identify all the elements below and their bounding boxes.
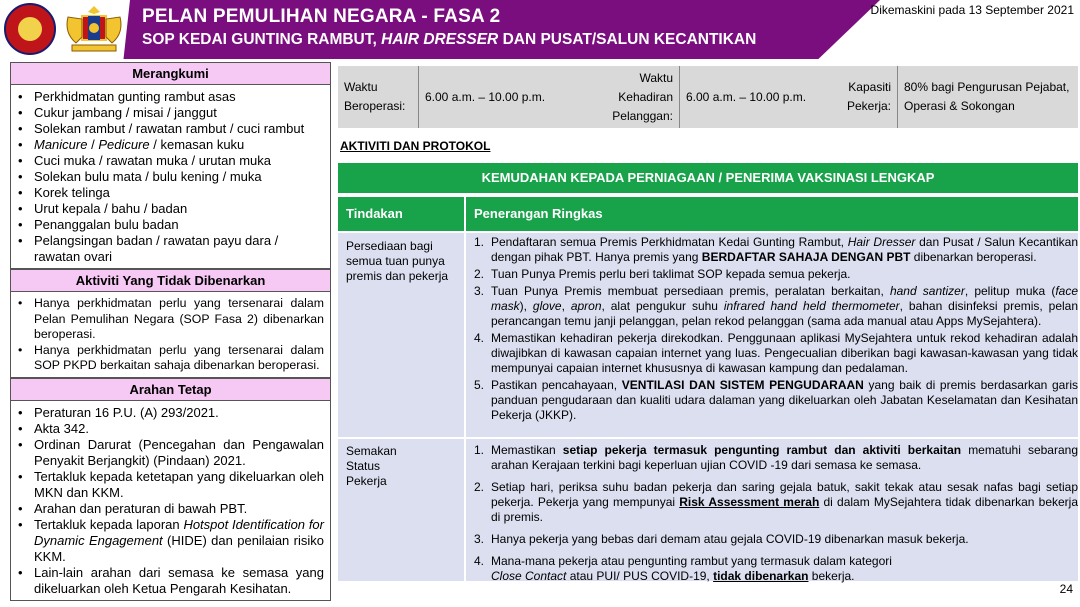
list-item: 3. Tuan Punya Premis membuat persediaan premis, peralatan berkaitan, hand santizer, pelitup muka (face mask), glove, apron, alat pengukur suhu infrared hand held thermometer, bahan disinfeksi premis, pelan perancangan temu janji pelanggan, pelan rekod pelanggan (sama ada manual atau Apps MySejahtera).: [474, 284, 1079, 328]
list-item: 2. Tuan Punya Premis perlu beri taklimat SOP kepada semua pekerja.: [474, 267, 851, 281]
list-item: 2. Setiap hari, periksa suhu badan pekerja dan saring gejala batuk, sakit tekak atau sesak nafas bagi setiap pekerja. Pekerja yang mempunyai Risk Assessment merah di dalam MySejahtera tidak dibenarkan bekerja di premis.: [474, 480, 1078, 524]
row1-label: Persediaan bagi semua tuan punya premis dan pekerja: [346, 239, 449, 283]
list-item: • Penanggalan bulu badan: [17, 217, 324, 233]
list-item: 5. Pastikan pencahayaan, VENTILASI DAN SISTEM PENGUDARAAN yang baik di premis berdasarkan garis panduan pengudaraan dan kualiti udara dalaman yang dikeluarkan oleh Jabatan Keselamatan dan Kesihatan Pekerja (JKKP).: [474, 378, 1078, 422]
page-title: PELAN PEMULIHAN NEGARA - FASA 2: [142, 6, 501, 27]
left-column: [10, 62, 331, 601]
list-item: 3. Hanya pekerja yang bebas dari demam atau gejala COVID-19 dibenarkan masuk bekerja.: [474, 532, 969, 546]
tindakan-header: Tindakan: [338, 197, 464, 231]
kapasiti-label: Kapasiti Pekerja:: [846, 80, 892, 113]
list-item: • Solekan rambut / rawatan rambut / cuci rambut: [17, 121, 324, 137]
list-item: 1. Memastikan setiap pekerja termasuk pengunting rambut dan aktiviti berkaitan mematuhi sebarang arahan Kerajaan terkini bagi keperluan ujian COVID -19 dari semasa ke semasa.: [474, 443, 1078, 472]
waktu-kehadiran-label: Waktu Kehadiran Pelanggan:: [612, 70, 673, 123]
list-item: • Urut kepala / bahu / badan: [17, 201, 324, 217]
arahan-tetap-header: Arahan Tetap: [10, 378, 331, 401]
list-item: • Hanya perkhidmatan perlu yang tersenarai dalam SOP PKPD berkaitan sahaja dibenarkan beroperasi.: [17, 343, 324, 374]
list-item: • Akta 342.: [17, 421, 324, 437]
aktiviti-title: AKTIVITI DAN PROTOKOL: [340, 139, 491, 153]
page-subtitle: SOP KEDAI GUNTING RAMBUT, HAIR DRESSER DAN PUSAT/SALUN KECANTIKAN: [142, 31, 757, 48]
operating-info-table: [338, 66, 1078, 128]
police-logo-icon: [4, 3, 56, 55]
tidak-dibenarkan-header: Aktiviti Yang Tidak Dibenarkan: [10, 269, 331, 292]
merangkumi-header: Merangkumi: [10, 62, 331, 85]
malaysia-coat-of-arms-icon: [62, 3, 126, 55]
tidak-dibenarkan-list: [10, 292, 331, 378]
list-item: 1. Pendaftaran semua Premis Perkhidmatan Kedai Gunting Rambut, Hair Dresser dan Pusat / Salun Kecantikan dengan pihak PBT. Hanya premis yang BERDAFTAR SAHAJA DENGAN PBT dibenarkan beroperasi.: [474, 235, 1079, 264]
list-item: • Arahan dan peraturan di bawah PBT.: [17, 501, 324, 517]
waktu-operasi-value: 6.00 a.m. – 10.00 p.m.: [418, 66, 601, 128]
row2-label: Semakan Status Pekerja: [346, 444, 397, 488]
list-item: • Tertakluk kepada laporan Hotspot Identification for Dynamic Engagement (HIDE) dan penilaian risiko KKM.: [17, 517, 324, 565]
list-item: 4. Memastikan kehadiran pekerja direkodkan. Penggunaan aplikasi MySejahtera untuk rekod kehadiran adalah diwajibkan di kawasan capaian internet yang luas. Pengecualian diberikan bagi kawasan-kawasan yang tidak mempunyai capaian internet khususnya di kawasan kampung dan pedalaman.: [474, 331, 1078, 375]
list-item: • Perkhidmatan gunting rambut asas: [17, 89, 324, 105]
waktu-operasi-label: Waktu Beroperasi:: [344, 80, 406, 113]
row1-label-cell: [338, 233, 464, 437]
list-item: • Cuci muka / rawatan muka / urutan muka: [17, 153, 324, 169]
kemudahan-banner: KEMUDAHAN KEPADA PERNIAGAAN / PENERIMA VAKSINASI LENGKAP: [338, 163, 1078, 193]
row2-label-cell: [338, 439, 464, 581]
row1-description-cell: [466, 233, 1078, 437]
list-item: • Lain-lain arahan dari semasa ke semasa yang dikeluarkan oleh Ketua Pengarah Kesihatan.: [17, 565, 324, 597]
list-item: • Korek telinga: [17, 185, 324, 201]
list-item: • Ordinan Darurat (Pencegahan dan Pengawalan Penyakit Berjangkit) (Pindaan) 2021.: [17, 437, 324, 469]
list-item: • Manicure / Pedicure / kemasan kuku: [17, 137, 324, 153]
arahan-tetap-list: [10, 401, 331, 601]
list-item: • Solekan bulu mata / bulu kening / muka: [17, 169, 324, 185]
penerangan-header: Penerangan Ringkas: [466, 197, 1078, 231]
page-number: 24: [1059, 582, 1073, 596]
list-item: • Tertakluk kepada ketetapan yang dikeluarkan oleh MKN dan KKM.: [17, 469, 324, 501]
list-item: • Hanya perkhidmatan perlu yang tersenarai dalam Pelan Pemulihan Negara (SOP Fasa 2) dibenarkan beroperasi.: [17, 296, 324, 343]
list-item: • Pelangsingan badan / rawatan payu dara / rawatan ovari: [17, 233, 324, 265]
list-item: 4. Mana-mana pekerja atau pengunting rambut yang termasuk dalam kategori Close Contact atau PUI/ PUS COVID-19, tidak dibenarkan bekerja.: [474, 554, 892, 583]
merangkumi-list: [10, 85, 331, 269]
list-item: • Cukur jambang / misai / janggut: [17, 105, 324, 121]
row2-description-cell: [466, 439, 1078, 581]
waktu-kehadiran-value: 6.00 a.m. – 10.00 p.m.: [679, 66, 842, 128]
kapasiti-value: 80% bagi Pengurusan Pejabat, Operasi & Sokongan: [897, 66, 1078, 128]
list-item: • Peraturan 16 P.U. (A) 293/2021.: [17, 405, 324, 421]
updated-date: Dikemaskini pada 13 September 2021: [870, 3, 1074, 17]
